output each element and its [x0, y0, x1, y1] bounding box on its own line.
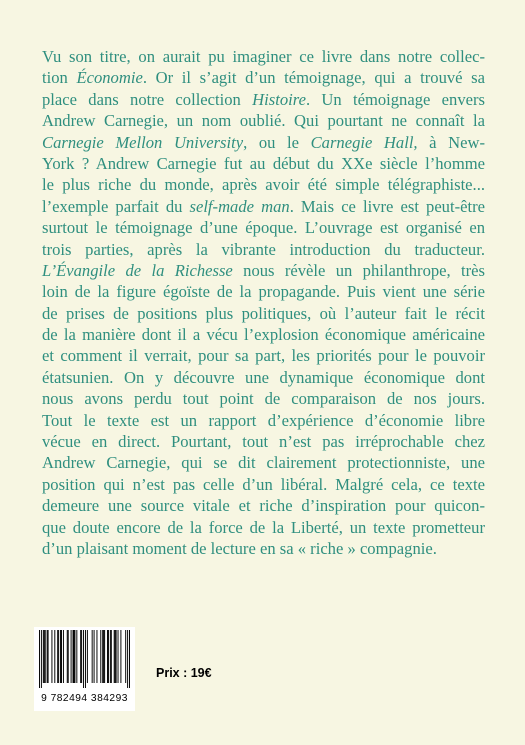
- barcode-bar: [44, 630, 45, 683]
- blurb-line: tion Économie. Or il s’agit d’un témoignage, qui a trouvé sa: [42, 68, 485, 88]
- back-cover-blurb: [42, 46, 485, 559]
- barcode-bar: [92, 630, 93, 683]
- barcode-bar: [80, 630, 81, 683]
- blurb-line: surtout le témoignage d’une époque. L’ouvrage est organisé en: [42, 218, 485, 238]
- blurb-line: Tout le texte est un rapport d’expérience d’économie libre: [42, 410, 485, 430]
- barcode-bar: [115, 630, 116, 683]
- italic-title: self-made man: [189, 196, 290, 216]
- barcode-bar: [104, 630, 105, 683]
- barcode-bar: [57, 630, 58, 683]
- barcode-bar: [94, 630, 95, 683]
- barcode-bar: [51, 630, 52, 683]
- blurb-line: l’exemple parfait du self-made man. Mais ce livre est peut-être: [42, 196, 485, 216]
- barcode-bar: [83, 630, 84, 688]
- barcode-bar: [127, 630, 128, 688]
- barcode-bar: [61, 630, 62, 683]
- blurb-line: nous avons perdu tout point de comparaison de nos jours.: [42, 389, 485, 409]
- blurb-line: vécue en direct. Pourtant, tout n’est pas irréprochable chez: [42, 432, 485, 452]
- blurb-line: de la manière dont il a vécu l’explosion économique américaine: [42, 325, 485, 345]
- barcode-bar: [45, 630, 46, 683]
- barcode-icon: [39, 630, 130, 688]
- barcode-bar: [41, 630, 42, 688]
- blurb-line: Andrew Carnegie, un nom oublié. Qui pourtant ne connaît la: [42, 111, 485, 131]
- blurb-line: place dans notre collection Histoire. Un témoignage envers: [42, 89, 485, 109]
- barcode-bar: [48, 630, 49, 683]
- italic-title: Carnegie Hall,: [310, 132, 418, 152]
- blurb-line: étatsunien. On y découvre une dynamique économique dont: [42, 367, 485, 387]
- blurb-line: Carnegie Mellon University, ou le Carnegie Hall, à New-: [42, 132, 485, 152]
- barcode-block: [34, 627, 135, 711]
- barcode-bar: [100, 630, 101, 683]
- barcode-bar: [58, 630, 59, 683]
- blurb-line: et comment il verrait, pour sa part, les priorités pour le pouvoir: [42, 346, 485, 366]
- blurb-line: de prises de positions plus politiques, où l’auteur fait le récit: [42, 303, 485, 323]
- barcode-bar: [54, 630, 55, 683]
- barcode-bar: [108, 630, 109, 683]
- barcode-bar: [107, 630, 108, 683]
- blurb-line: position qui n’est pas celle d’un libéral. Malgré cela, ce texte: [42, 474, 485, 494]
- barcode-bar: [87, 630, 88, 683]
- blurb-line: trois parties, après la vibrante introduction du traducteur.: [42, 239, 485, 259]
- barcode-bar: [125, 630, 126, 683]
- barcode-bar: [43, 630, 44, 683]
- barcode-bar: [39, 630, 40, 688]
- barcode-bar: [118, 630, 119, 683]
- barcode-bar: [47, 630, 48, 683]
- italic-title: Histoire: [252, 89, 306, 109]
- barcode-bar: [60, 630, 61, 683]
- blurb-line: Andrew Carnegie, qui se dit clairement protectionniste, une: [42, 453, 485, 473]
- blurb-line: demeure une source vitale et riche d’inspiration pour quicon-: [42, 496, 485, 516]
- barcode-bar: [73, 630, 74, 683]
- barcode-bar: [116, 630, 117, 683]
- barcode-bar: [110, 630, 111, 683]
- barcode-bar: [96, 630, 97, 683]
- barcode-bar: [63, 630, 64, 683]
- barcode-bar: [67, 630, 68, 683]
- blurb-line: Vu son titre, on aurait pu imaginer ce livre dans notre collec-: [42, 47, 485, 66]
- isbn-number: 9 782494 384293: [41, 693, 128, 704]
- blurb-line: d’un plaisant moment de lecture en sa « riche » compagnie.: [42, 538, 437, 558]
- blurb-line: que doute encore de la force de la Liberté, un texte prometteur: [42, 517, 485, 537]
- barcode-bar: [68, 630, 69, 683]
- barcode-bar: [76, 630, 77, 683]
- italic-title: Économie: [76, 68, 143, 88]
- price-label: Prix : 19€: [156, 666, 212, 680]
- barcode-bar: [103, 630, 104, 683]
- barcode-bar: [81, 630, 82, 683]
- italic-title: L’Évangile de la Richesse: [42, 260, 233, 280]
- barcode-bar: [111, 630, 112, 683]
- blurb-line: L’Évangile de la Richesse nous révèle un philanthrope, très: [42, 260, 485, 280]
- blurb-line: loin de la figure égoïste de la propagande. Puis vient une série: [42, 282, 485, 302]
- barcode-bar: [102, 630, 103, 683]
- barcode-bar: [74, 630, 75, 683]
- barcode-bar: [71, 630, 72, 683]
- blurb-line: le plus riche du monde, après avoir été simple télégraphiste...: [42, 175, 485, 195]
- barcode-bar: [85, 630, 86, 688]
- barcode-bar: [129, 630, 130, 688]
- barcode-bar: [120, 630, 121, 683]
- italic-title: Carnegie Mellon University: [42, 132, 244, 152]
- barcode-bar: [73, 630, 74, 683]
- blurb-line: York ? Andrew Carnegie fut au début du XXe siècle l’homme: [42, 153, 485, 173]
- barcode-bar: [114, 630, 115, 683]
